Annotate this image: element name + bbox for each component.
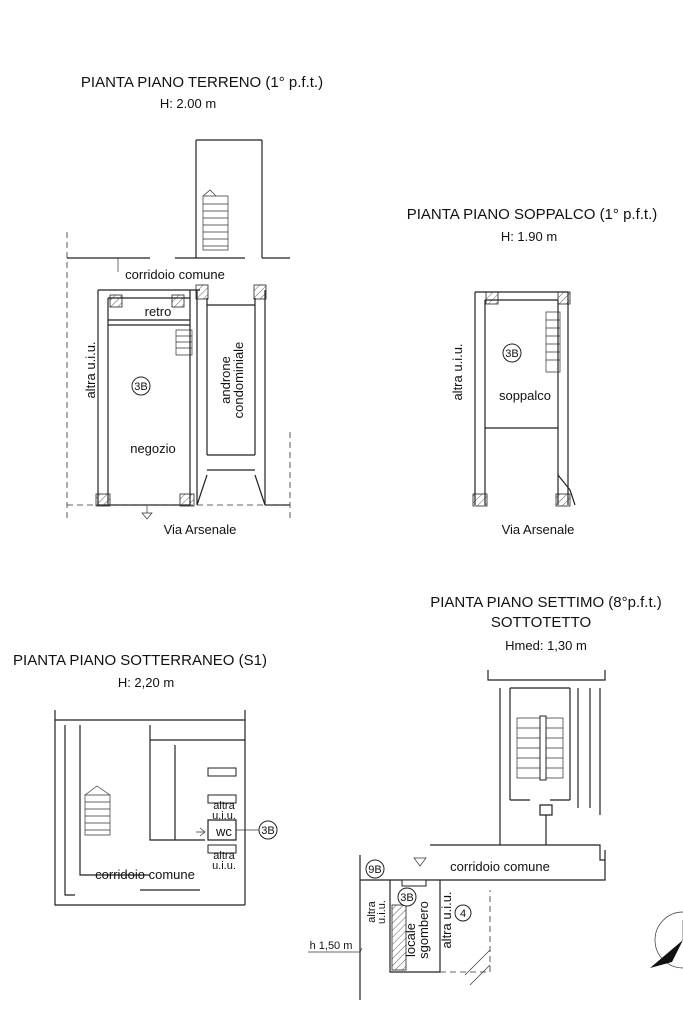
sotterraneo-wc-label: wc xyxy=(216,824,232,839)
north-arrow-icon xyxy=(650,912,683,968)
pillar xyxy=(96,494,110,506)
terreno-androne-label-2: condominiale xyxy=(231,341,246,419)
settimo-title-2: SOTTOTETTO xyxy=(490,614,592,631)
soppalco-unit-label: 3B xyxy=(505,348,519,360)
sotterraneo-altra-b-1: altra xyxy=(213,850,235,862)
settimo-locale-2: sgombero xyxy=(416,901,431,959)
plan-soppalco xyxy=(407,206,658,537)
terreno-street-label: Via Arsenale xyxy=(163,522,237,537)
soppalco-room-label: soppalco xyxy=(498,388,552,403)
pillar xyxy=(180,494,194,506)
terreno-negozio-label: negozio xyxy=(130,441,176,456)
settimo-corridoio-label: corridoio comune xyxy=(450,859,550,874)
pillar xyxy=(556,494,570,506)
sotterraneo-height: H: 2,20 m xyxy=(117,675,175,690)
sotterraneo-altra-a-2: u.i.u. xyxy=(212,810,236,822)
soppalco-altra-label: altra u.i.u. xyxy=(450,343,465,401)
terreno-corridoio-label: corridoio comune xyxy=(125,267,225,282)
pillar xyxy=(558,292,570,304)
pillar xyxy=(486,292,498,304)
pillar xyxy=(196,285,208,299)
plan-settimo xyxy=(308,594,683,1000)
settimo-title: PIANTA PIANO SETTIMO (8°p.f.t.) xyxy=(430,594,662,611)
terreno-stair-tower xyxy=(196,140,262,258)
settimo-altra-left-1: altra xyxy=(366,901,378,923)
soppalco-unit-3b xyxy=(450,292,575,506)
terreno-street xyxy=(142,506,236,537)
settimo-unit9-label: 9B xyxy=(368,864,382,876)
pillar xyxy=(254,285,266,299)
settimo-stair-core xyxy=(430,670,605,860)
entrance-arrow xyxy=(414,858,426,866)
pillar xyxy=(172,295,184,307)
settimo-unit-label: 3B xyxy=(400,892,414,904)
terreno-unit-label: 3B xyxy=(134,381,148,393)
soppalco-street-label: Via Arsenale xyxy=(501,522,575,537)
settimo-locale-1: locale xyxy=(403,923,418,957)
pillar xyxy=(473,494,487,506)
sotterraneo-unit-label: 3B xyxy=(261,825,275,837)
sotterraneo-corridoio-label: corridoio comune xyxy=(95,867,195,882)
sotterraneo-title: PIANTA PIANO SOTTERRANEO (S1) xyxy=(13,652,267,669)
terreno-altra-label: altra u.i.u. xyxy=(83,341,98,399)
terreno-title: PIANTA PIANO TERRENO (1° p.f.t.) xyxy=(80,74,324,91)
soppalco-title: PIANTA PIANO SOPPALCO (1° p.f.t.) xyxy=(406,206,658,223)
plan-terreno xyxy=(67,74,323,537)
entrance-arrow xyxy=(196,828,205,836)
settimo-height: Hmed: 1,30 m xyxy=(505,638,587,653)
settimo-unit-3b xyxy=(308,880,490,985)
terreno-androne-label-1: androne xyxy=(218,356,233,404)
sotterraneo-altra-b-2: u.i.u. xyxy=(212,860,236,872)
soppalco-height: H: 1.90 m xyxy=(500,229,558,244)
settimo-altra-left-2: u.i.u. xyxy=(376,900,388,924)
sotterraneo-altra-a-1: altra xyxy=(213,800,235,812)
terreno-corridor xyxy=(67,232,290,518)
terreno-height: H: 2.00 m xyxy=(159,96,217,111)
pillar xyxy=(110,295,122,307)
settimo-h150-label: h 1,50 m xyxy=(309,940,353,952)
settimo-altra-right: altra u.i.u. xyxy=(439,891,454,949)
settimo-unit4-label: 4 xyxy=(459,908,467,920)
terreno-unit-3b xyxy=(83,290,200,506)
terreno-retro-label: retro xyxy=(144,304,172,319)
plan-sotterraneo xyxy=(13,652,277,905)
